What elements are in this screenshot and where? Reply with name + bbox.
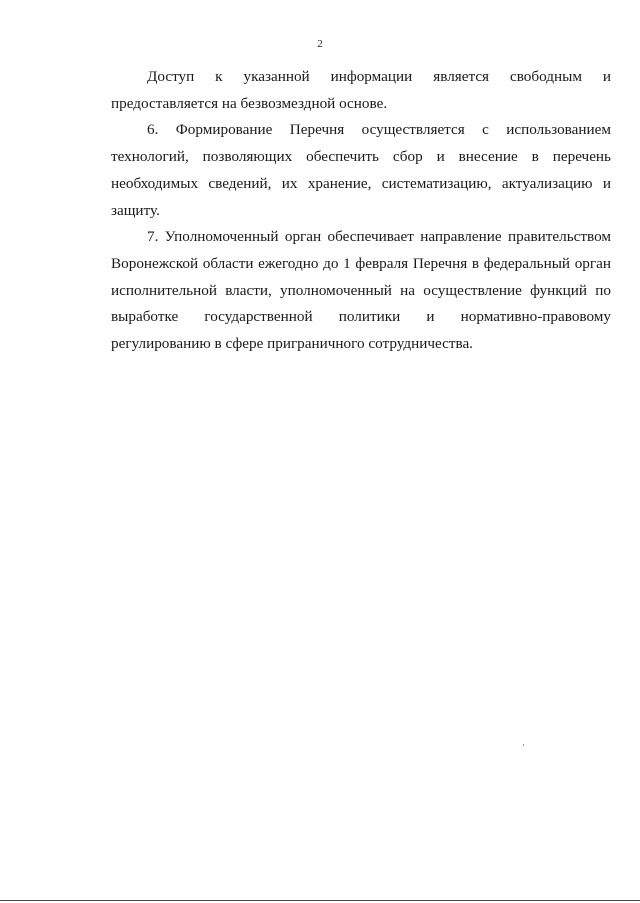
paragraph-line: защиту. [111, 201, 160, 219]
paragraph-line: технологий, позволяющих обеспечить сбор и внесение в перечень [111, 148, 611, 166]
scan-artifact [523, 744, 524, 746]
document-body [111, 64, 611, 358]
paragraph-line: необходимых сведений, их хранение, систематизацию, актуализацию и [111, 174, 611, 192]
paragraph-line: 6. Формирование Перечня осуществляется с использованием [147, 121, 611, 139]
paragraph-access [111, 64, 611, 117]
paragraph-line: исполнительной власти, уполномоченный на осуществление функций по [111, 281, 611, 299]
page-number: 2 [317, 38, 323, 50]
paragraph-6 [111, 117, 611, 224]
paragraph-line: 7. Уполномоченный орган обеспечивает направление правительством [147, 228, 611, 246]
bottom-edge-line [0, 900, 640, 901]
paragraph-line: Доступ к указанной информации является свободным и [147, 68, 611, 85]
paragraph-line: Воронежской области ежегодно до 1 февраля Перечня в федеральный орган [111, 254, 611, 272]
paragraph-line: регулированию в сфере приграничного сотрудничества. [111, 335, 473, 353]
paragraph-line: выработке государственной политики и нормативно-правовому [111, 308, 611, 326]
paragraph-7 [111, 224, 611, 358]
paragraph-line: предоставляется на безвозмездной основе. [111, 94, 388, 112]
